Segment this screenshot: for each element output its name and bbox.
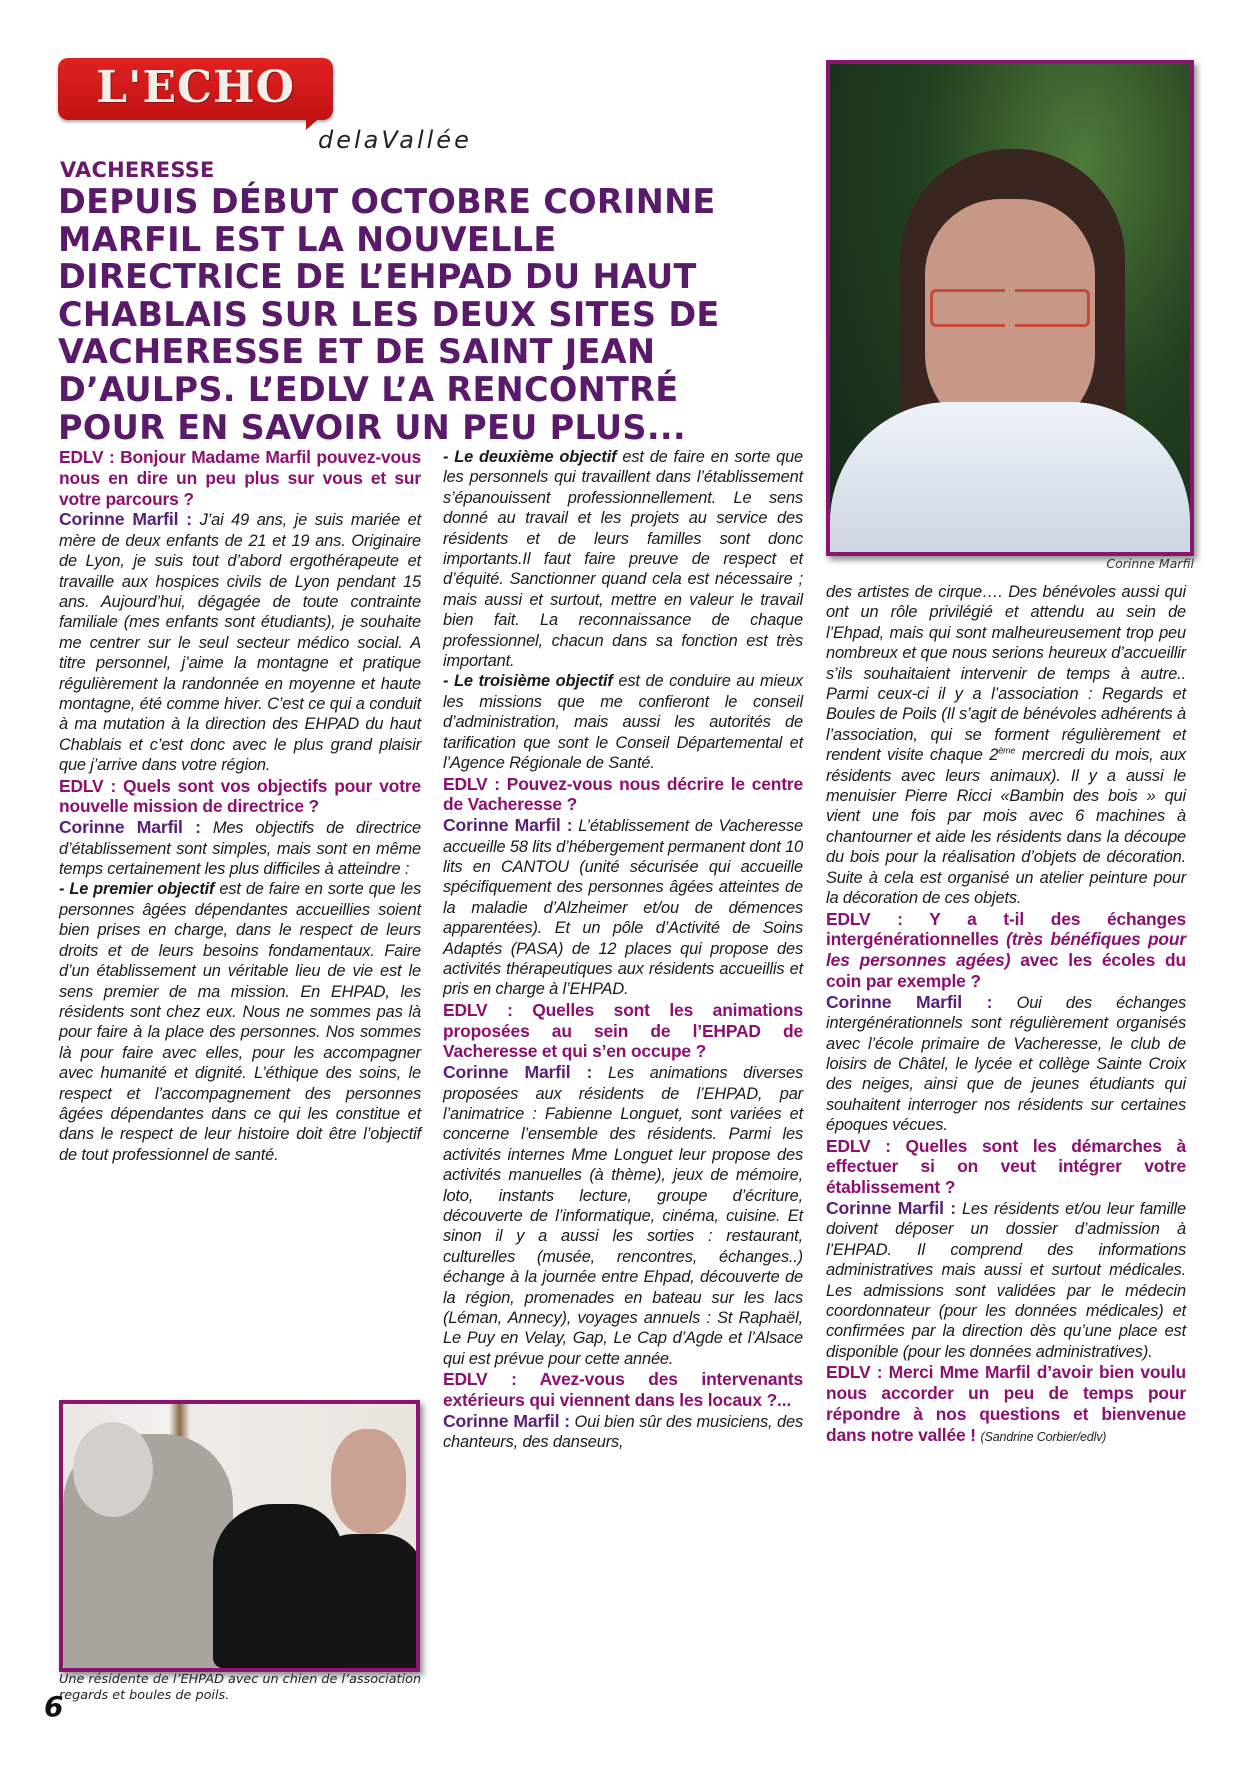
column-2 xyxy=(443,447,803,1453)
objective-1-text: est de faire en sorte que les personnes âgées dépendantes accueillies soient bien prises en charge, dans le respect de leurs droits et de leurs besoins fondamentaux. Faire d’un établissement un véritable lieu de vie est le sens premier de ma mission. En EHPAD, les résidents sont chez eux. Nous ne sommes pas là pour faire à la place des personnes. Nos sommes là pour faire avec elles, pour les accompagner avec humanité et dignité. L’éthique des soins, le respect et l’accompagnement des personnes âgées dépendantes dans ce qui les constitue et dans le respect de leur histoire doit être l’objectif de tout professionnel de santé. xyxy=(59,880,421,1164)
question-6-part1: EDLV : Y a t-il des échanges intergénérationnelles xyxy=(826,908,1186,950)
objective-3 xyxy=(443,671,803,773)
answer-1 xyxy=(59,509,421,775)
logo-lecho xyxy=(58,58,333,120)
portrait-glasses xyxy=(930,289,1090,327)
photo-dog xyxy=(213,1504,343,1668)
question-5: EDLV : Avez-vous des intervenants extérieurs qui viennent dans les locaux ?... xyxy=(443,1369,803,1411)
objective-1-label: - Le premier objectif xyxy=(59,880,215,899)
answer-5-start xyxy=(443,1411,803,1453)
answer-7 xyxy=(826,1198,1186,1362)
answer-6 xyxy=(826,992,1186,1136)
photo-caption: Une résidente de l’EHPAD avec un chien de l’association regards et boules de poils. xyxy=(59,1672,422,1703)
answer-3 xyxy=(443,815,803,1000)
portrait-caption: Corinne Marfil xyxy=(1106,556,1194,571)
answer-5-text-start: Oui bien sûr des musiciens, des chanteurs, des danseurs, xyxy=(443,1412,804,1452)
objective-3-label: - Le troisième objectif xyxy=(443,672,613,691)
page-number: 6 xyxy=(44,1690,64,1723)
answer-3-text: L’établissement de Vacheresse accueille 58 lits d’hébergement permanent dont 10 lits en CANTOU (unité sécurisée qui accueille spécifiquement des personnes âgées atteintes de la maladie d’Alzheimer et/ou de démences apparentées). Et un pôle d’Activité de Soins Adaptés (PASA) de 12 places qui propose des activités thérapeutiques aux résidents accueillis et pris en charge à l’EHPAD. xyxy=(443,817,804,999)
question-6 xyxy=(826,909,1186,992)
speaker-label: Corinne Marfil : xyxy=(59,817,201,838)
photo-resident-head xyxy=(73,1422,153,1517)
answer-2 xyxy=(59,817,421,879)
portrait-shirt xyxy=(830,402,1190,552)
speaker-label: Corinne Marfil : xyxy=(443,815,573,836)
resident-dog-photo xyxy=(59,1400,420,1672)
question-2: EDLV : Quels sont vos objectifs pour votre nouvelle mission de directrice ? xyxy=(59,775,421,817)
question-4: EDLV : Quelles sont les animations proposées au sein de l’EHPAD de Vacheresse et qui s’en occupe ? xyxy=(443,999,803,1062)
objective-2-text: est de faire en sorte que les personnels qui travaillent dans l’établissement s’épanouissent professionnellement. Le sens donné au travail et les projets au service des résidents et de leurs familles sont donc importants.Il faut faire preuve de respect et d’équité. Sanctionner quand cela est nécessaire ; mais aussi et surtout, mettre en valeur le travail bien fait. La reconnaissance de chaque professionnel, chacun dans sa fonction est très important. xyxy=(443,448,803,671)
question-3: EDLV : Pouvez-vous nous décrire le centre de Vacheresse ? xyxy=(443,773,803,815)
answer-5-part1: des artistes de cirque…. Des bénévoles aussi qui ont un rôle privilégié et attendu au sein de l’Ehpad, mais qui sont malheureusement trop peu nombreux et que nous serions heureux d’accueillir s’ils souhaitaient intervenir de temps à autre.. Parmi ceux-ci il y a l’association : Regards et Boules de Poils (Il s’agit de bénévoles adhérents à l’association, qui se forment régulièrement et rendent visite chaque 2 xyxy=(826,583,1186,765)
answer-7-text: Les résidents et/ou leur famille doivent déposer un dossier d’admission à l’EHPAD. Il comprend des informations administratives mais aussi et surtout médicales. Les admissions sont validées par le médecin coordonnateur (pour les données médicales) et confirmées par la direction dès qu’une place est disponible (pour les données administratives). xyxy=(826,1199,1187,1361)
objective-1 xyxy=(59,879,421,1165)
answer-4 xyxy=(443,1062,803,1369)
objective-2 xyxy=(443,447,803,671)
question-7: EDLV : Quelles sont les démarches à effectuer si on veut intégrer votre établissement ? xyxy=(826,1135,1186,1198)
column-1 xyxy=(59,447,421,1387)
answer-5-part2: mercredi du mois, aux résidents avec leurs animaux). Il y a aussi le menuisier Pierre Ricci «Bambin des bois » qui vient une fois par mois avec 6 machines à chantourner et aide les résidents dans la découpe du bois pour la réalisation d’objets de décoration. Suite à cela est organisé un atelier peinture pour la décoration de ces objets. xyxy=(826,746,1186,908)
section-kicker: VACHERESSE xyxy=(60,158,215,182)
speaker-label: Corinne Marfil : xyxy=(826,1197,956,1218)
logo-title: L'ECHO xyxy=(96,62,295,113)
question-6-aside: (très bénéfiques pour les personnes agées) xyxy=(826,929,1186,971)
answer-5-continued xyxy=(826,582,1186,909)
portrait-photo xyxy=(826,60,1194,556)
question-6-part2: avec les écoles du coin par exemple ? xyxy=(826,950,1187,991)
ordinal-suffix: ème xyxy=(998,745,1016,756)
closing-remark xyxy=(826,1362,1186,1447)
article-headline: DEPUIS DÉBUT OCTOBRE CORINNE MARFIL EST LA NOUVELLE DIRECTRICE DE L’EHPAD DU HAUT CHABLAIS SUR LES DEUX SITES DE VACHERESSE ET DE SAINT JEAN D’AULPS. L’EDLV L’A RENCONTRÉ POUR EN SAVOIR UN PEU PLUS... xyxy=(58,182,720,447)
answer-4-text: Les animations diverses proposées aux résidents de l’EHPAD, par l’animatrice : Fabienne Longuet, sont variées et concerne l’ensemble des résidents. Parmi les activités internes Mme Longuet leur propose des activités manuelles (à thème), jeux de mémoire, loto, instants lecture, groupe d’écriture, découverte de l’informatique, cinéma, cuisine. Et sinon il y a aussi les sorties : restaurant, culturelles (musée, rencontres, échanges..) échange à la journée entre Ehpad, découverte de la région, promenades en bateau sur les lacs (Léman, Annecy), voyages annuels : St Raphaël, Le Puy en Velay, Gap, Le Cap d’Agde et l’Alsace qui est prévue pour cette année. xyxy=(443,1064,804,1368)
speaker-label: Corinne Marfil : xyxy=(59,509,192,530)
speaker-label: Corinne Marfil : xyxy=(443,1410,570,1431)
answer-2-intro: Mes objectifs de directrice d’établissement sont simples, mais sont en même temps certainement les plus difficiles à atteindre : xyxy=(59,819,422,879)
speaker-label: Corinne Marfil : xyxy=(826,991,993,1012)
author-signature: (Sandrine Corbier/edlv) xyxy=(980,1429,1107,1444)
answer-1-text: J’ai 49 ans, je suis mariée et mère de deux enfants de 21 et 19 ans. Originaire de Lyon, je suis tout d’abord ergothérapeute et travaille aux hospices civils de Lyon pendant 15 ans. Aujourd’hui, dégagée de toute contrainte familiale (mes enfants sont étudiants), je souhaite me centrer sur le seul secteur médico social. A titre personnel, j’aime la montagne et pratique régulièrement la randonnée en moyenne et haute montagne, été comme hiver. C’est ce qui a conduit à ma mutation à la direction des EHPAD du haut Chablais et c’est donc avec le plus grand plaisir que j’arrive dans votre région. xyxy=(59,511,422,775)
speaker-label: Corinne Marfil : xyxy=(443,1062,593,1083)
question-1: EDLV : Bonjour Madame Marfil pouvez-vous nous en dire un peu plus sur vous et sur votre parcours ? xyxy=(59,447,421,509)
objective-3-text: est de conduire au mieux les missions que me confieront le conseil d’administration, mais aussi les autorités de tarification que sont le Conseil Départemental et l’Agence Régionale de Santé. xyxy=(443,672,803,773)
closing-text: EDLV : Merci Mme Marfil d’avoir bien voulu nous accorder un peu de temps pour répondre à nos questions et bienvenue dans notre vallée ! xyxy=(826,1362,1186,1445)
answer-6-text: Oui des échanges intergénérationnels sont régulièrement organisés avec l’école primaire de Vacheresse, le club de loisirs de Châtel, le lycée et collège Sainte Croix des neiges, ainsi que de jeunes étudiants qui souhaitent interroger nos résidents sur certaines époques vécues. xyxy=(826,993,1187,1135)
photo-volunteer-head xyxy=(331,1429,406,1534)
column-3 xyxy=(826,582,1186,1447)
logo-subtitle: delaVallée xyxy=(318,126,472,154)
objective-2-label: - Le deuxième objectif xyxy=(443,448,617,466)
